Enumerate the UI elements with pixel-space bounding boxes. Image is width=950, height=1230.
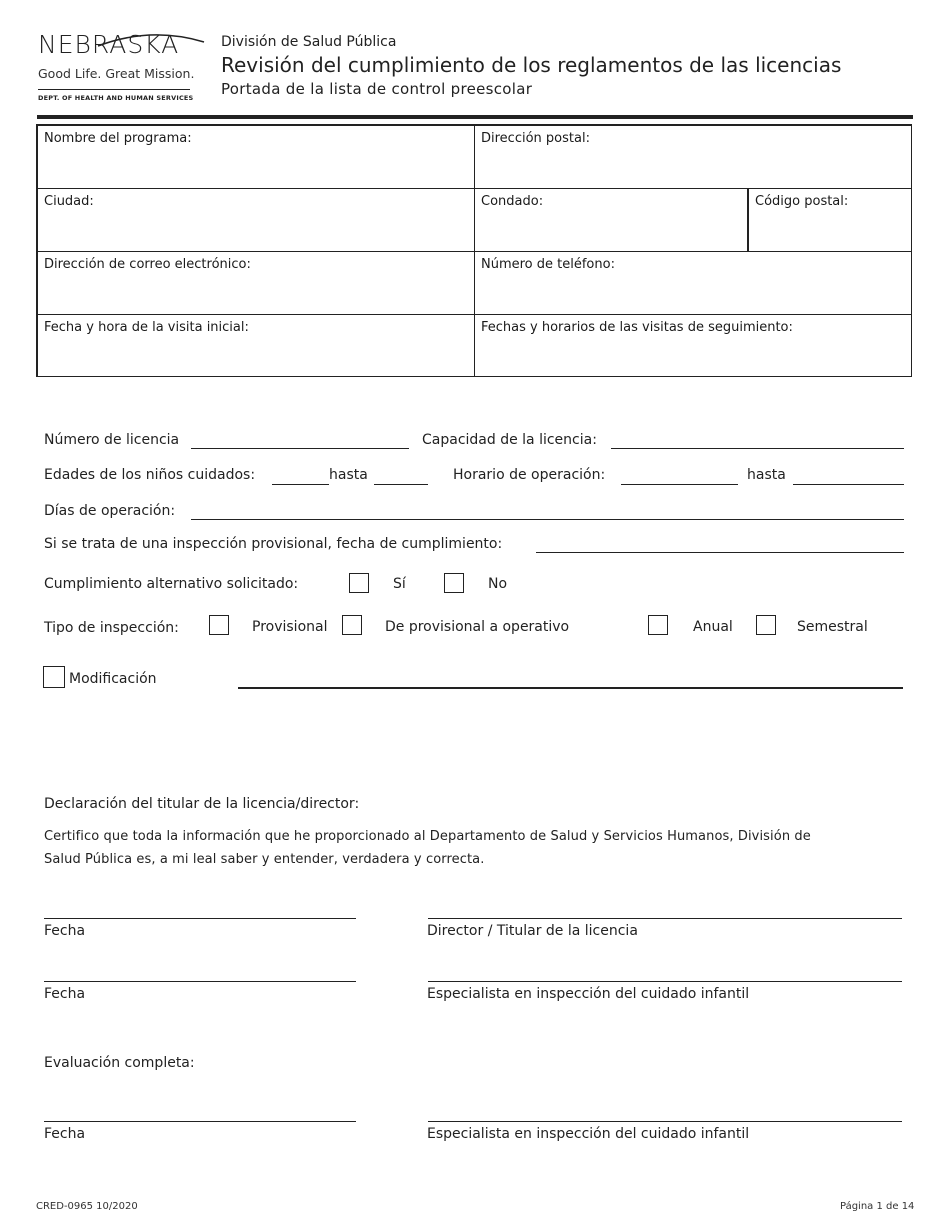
hours-label: Horario de operación: (453, 467, 606, 483)
date1-signature-line[interactable] (44, 918, 356, 919)
specialist1-label: Especialista en inspección del cuidado infantil (427, 986, 750, 1002)
specialist2-signature-line[interactable] (428, 1121, 902, 1122)
logo-tagline: Good Life. Great Mission. (38, 66, 195, 81)
declaration-heading: Declaración del titular de la licencia/director: (44, 796, 360, 812)
modification-label: Modificación (69, 671, 157, 687)
date2-label: Fecha (44, 986, 86, 1002)
hours-to-input[interactable] (793, 484, 904, 485)
hours-to-label: hasta (747, 467, 786, 483)
alt-compliance-no-checkbox[interactable] (444, 573, 464, 593)
alt-compliance-yes-label: Sí (393, 576, 406, 592)
alt-compliance-label: Cumplimiento alternativo solicitado: (44, 576, 299, 592)
phone-field[interactable] (474, 251, 912, 315)
alt-compliance-no-label: No (488, 576, 508, 592)
specialist2-label: Especialista en inspección del cuidado infantil (427, 1126, 750, 1142)
date3-signature-line[interactable] (44, 1121, 356, 1122)
provisional-label: Provisional (252, 619, 328, 635)
license-number-input[interactable] (191, 448, 409, 449)
alt-compliance-yes-checkbox[interactable] (349, 573, 369, 593)
logo-swoosh-icon (96, 30, 206, 50)
phone-label: Número de teléfono: (481, 257, 615, 272)
page-title: Revisión del cumplimiento de los reglamentos de las licencias (221, 53, 842, 77)
age-to-input[interactable] (374, 484, 428, 485)
mailing-address-field[interactable] (474, 125, 912, 189)
specialist1-signature-line[interactable] (428, 981, 902, 982)
header-rule (37, 115, 913, 119)
license-capacity-input[interactable] (611, 448, 904, 449)
division-name: División de Salud Pública (221, 34, 397, 50)
inspection-type-label: Tipo de inspección: (44, 620, 179, 636)
program-name-field[interactable] (37, 125, 475, 189)
ages-to-label: hasta (329, 467, 368, 483)
days-input[interactable] (191, 519, 904, 520)
zip-label: Código postal: (755, 194, 849, 209)
mailing-address-label: Dirección postal: (481, 131, 590, 146)
declaration-text-line2: Salud Pública es, a mi leal saber y entender, verdadera y correcta. (44, 852, 485, 867)
city-label: Ciudad: (44, 194, 94, 209)
complete-eval-heading: Evaluación completa: (44, 1055, 195, 1071)
program-info-table (36, 124, 912, 377)
logo-divider (38, 89, 190, 90)
director-signature-line[interactable] (428, 918, 902, 919)
provisional-date-label: Si se trata de una inspección provisional, fecha de cumplimiento: (44, 536, 503, 552)
license-number-label: Número de licencia (44, 432, 180, 448)
annual-label: Anual (693, 619, 733, 635)
zip-field[interactable] (747, 188, 912, 252)
followup-visits-label: Fechas y horarios de las visitas de seguimiento: (481, 320, 793, 335)
date1-label: Fecha (44, 923, 86, 939)
page-number: Página 1 de 14 (840, 1201, 915, 1212)
logo-dept: DEPT. OF HEALTH AND HUMAN SERVICES (38, 94, 194, 102)
semiannual-checkbox[interactable] (756, 615, 776, 635)
provisional-date-input[interactable] (536, 552, 904, 553)
program-name-label: Nombre del programa: (44, 131, 192, 146)
email-field[interactable] (37, 251, 475, 315)
page-subtitle: Portada de la lista de control preescolar (221, 80, 533, 98)
initial-visit-field[interactable] (37, 314, 475, 377)
date3-label: Fecha (44, 1126, 86, 1142)
nebraska-logo: NEBRASKA (38, 30, 180, 59)
email-label: Dirección de correo electrónico: (44, 257, 251, 272)
provisional-checkbox[interactable] (209, 615, 229, 635)
followup-visits-field[interactable] (474, 314, 912, 377)
modification-checkbox[interactable] (43, 666, 65, 688)
initial-visit-label: Fecha y hora de la visita inicial: (44, 320, 249, 335)
license-capacity-label: Capacidad de la licencia: (422, 432, 597, 448)
ages-label: Edades de los niños cuidados: (44, 467, 256, 483)
county-label: Condado: (481, 194, 544, 209)
modification-input[interactable] (238, 687, 903, 689)
annual-checkbox[interactable] (648, 615, 668, 635)
semiannual-label: Semestral (797, 619, 868, 635)
prov-to-oper-checkbox[interactable] (342, 615, 362, 635)
county-field[interactable] (474, 188, 748, 252)
director-label: Director / Titular de la licencia (427, 923, 638, 939)
form-id: CRED-0965 10/2020 (36, 1201, 138, 1212)
days-label: Días de operación: (44, 503, 176, 519)
age-from-input[interactable] (272, 484, 329, 485)
date2-signature-line[interactable] (44, 981, 356, 982)
hours-from-input[interactable] (621, 484, 738, 485)
prov-to-oper-label: De provisional a operativo (385, 619, 570, 635)
city-field[interactable] (37, 188, 475, 252)
declaration-text-line1: Certifico que toda la información que he proporcionado al Departamento de Salud y Servicios Humanos, División de (44, 829, 811, 844)
